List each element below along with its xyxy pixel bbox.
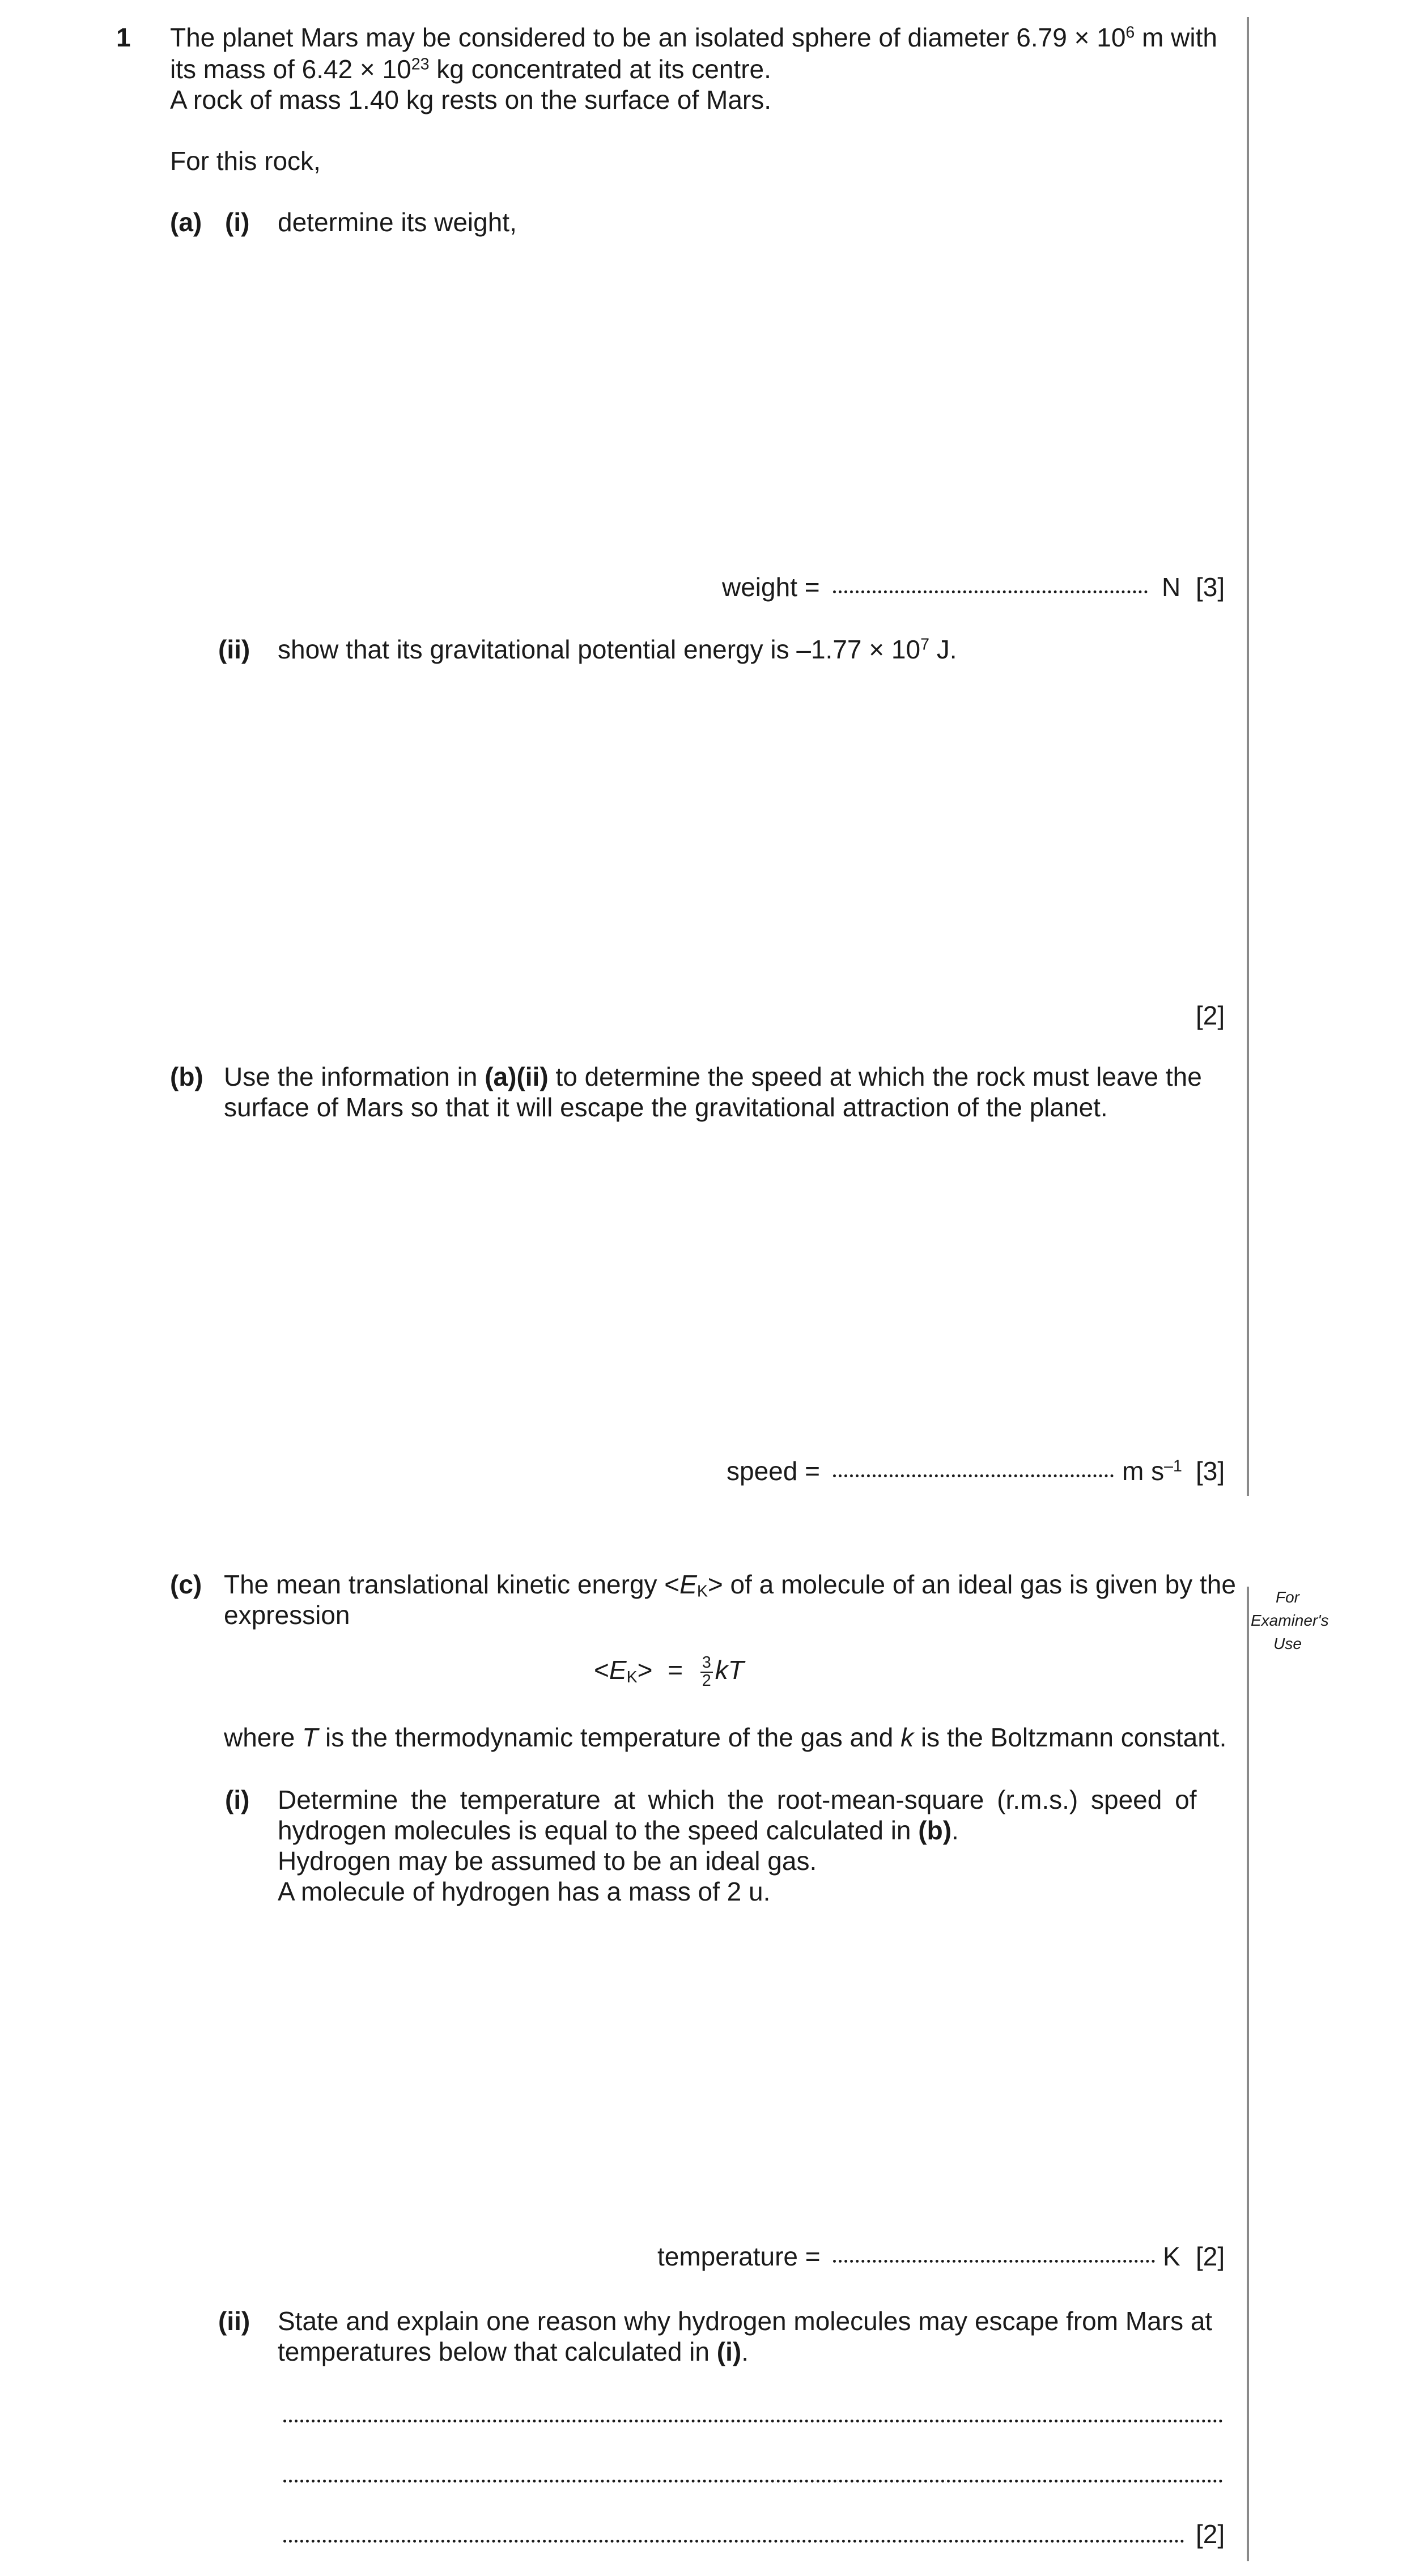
answer-line-3[interactable]: [283, 2540, 1184, 2543]
temperature-unit: K: [1163, 2242, 1180, 2271]
weight-marks: [3]: [1196, 572, 1225, 602]
weight-label: weight =: [722, 572, 820, 602]
answer-line-2[interactable]: [283, 2480, 1223, 2483]
part-b-text-line-2: surface of Mars so that it will escape the gravitational attraction of the planet.: [224, 1093, 1108, 1122]
examiners-use-label: For Examiner's Use: [1251, 1588, 1329, 1652]
part-a-i-text: determine its weight,: [278, 207, 517, 237]
part-c-i-line-4: A molecule of hydrogen has a mass of 2 u.: [278, 1877, 771, 1906]
part-c-i-label: (i): [225, 1785, 250, 1814]
speed-label: speed =: [727, 1456, 820, 1486]
part-c-text-line-2: expression: [224, 1600, 350, 1630]
part-b-label: (b): [170, 1062, 203, 1091]
part-a-label: (a): [170, 207, 202, 237]
part-c-where-line: where T is the thermodynamic temperature of the gas and k is the Boltzmann constant.: [224, 1723, 1227, 1752]
for-this-rock: For this rock,: [170, 146, 321, 176]
part-a-ii-text: show that its gravitational potential energy is $-1.77 \times 10^7$ J.: [278, 635, 957, 664]
part-c-i-line-2: hydrogen molecules is equal to the speed calculated in (b).: [278, 1816, 959, 1845]
part-a-ii-label: (ii): [218, 635, 250, 664]
margin-rule-lower: [1247, 1587, 1249, 2561]
intro-line-1: The planet Mars may be considered to be an isolated sphere of diameter $6.79 \times 10^6$ m with: [170, 23, 1217, 52]
part-a-i-label: (i): [225, 207, 250, 237]
part-c-ii-marks: [2]: [1196, 2519, 1225, 2549]
speed-answer-line[interactable]: [833, 1474, 1114, 1477]
speed-marks: [3]: [1196, 1456, 1225, 1486]
margin-rule-upper: [1247, 17, 1249, 1496]
answer-line-1[interactable]: [283, 2420, 1223, 2422]
weight-answer-line[interactable]: [833, 590, 1148, 593]
part-c-ii-line-1: State and explain one reason why hydrogen molecules may escape from Mars at: [278, 2306, 1213, 2336]
intro-line-2: its mass of $6.42 \times 10^{23}$ kg concentrated at its centre.: [170, 54, 771, 84]
part-c-label: (c): [170, 1570, 202, 1599]
kinetic-energy-equation: $<E_K>$ = $\frac{3}{2}$ kT: [594, 1653, 744, 1690]
fraction-three-halves: $\frac{3}{2}$: [700, 1655, 713, 1690]
part-c-i-line-3: Hydrogen may be assumed to be an ideal gas.: [278, 1846, 817, 1876]
speed-unit: m $s^{-1}$: [1122, 1456, 1182, 1486]
part-b-text-line-1: Use the information in (a)(ii) to determine the speed at which the rock must leave the: [224, 1062, 1202, 1091]
temperature-label: temperature =: [657, 2242, 821, 2271]
part-a-ii-marks: [2]: [1196, 1001, 1225, 1030]
part-c-text-line-1: The mean translational kinetic energy $<E_K>$ of a molecule of an ideal gas is given by the: [224, 1570, 1236, 1601]
question-number: 1: [116, 23, 131, 52]
temperature-marks: [2]: [1196, 2242, 1225, 2271]
part-c-ii-line-2: temperatures below that calculated in (i).: [278, 2337, 749, 2366]
temperature-answer-line[interactable]: [833, 2260, 1155, 2263]
part-c-ii-label: (ii): [218, 2306, 250, 2336]
intro-line-3: A rock of mass 1.40 kg rests on the surface of Mars.: [170, 85, 772, 114]
part-c-i-line-1: Determine the temperature at which the root-mean-square (r.m.s.) speed of: [278, 1785, 1197, 1814]
weight-unit: N: [1162, 572, 1181, 602]
